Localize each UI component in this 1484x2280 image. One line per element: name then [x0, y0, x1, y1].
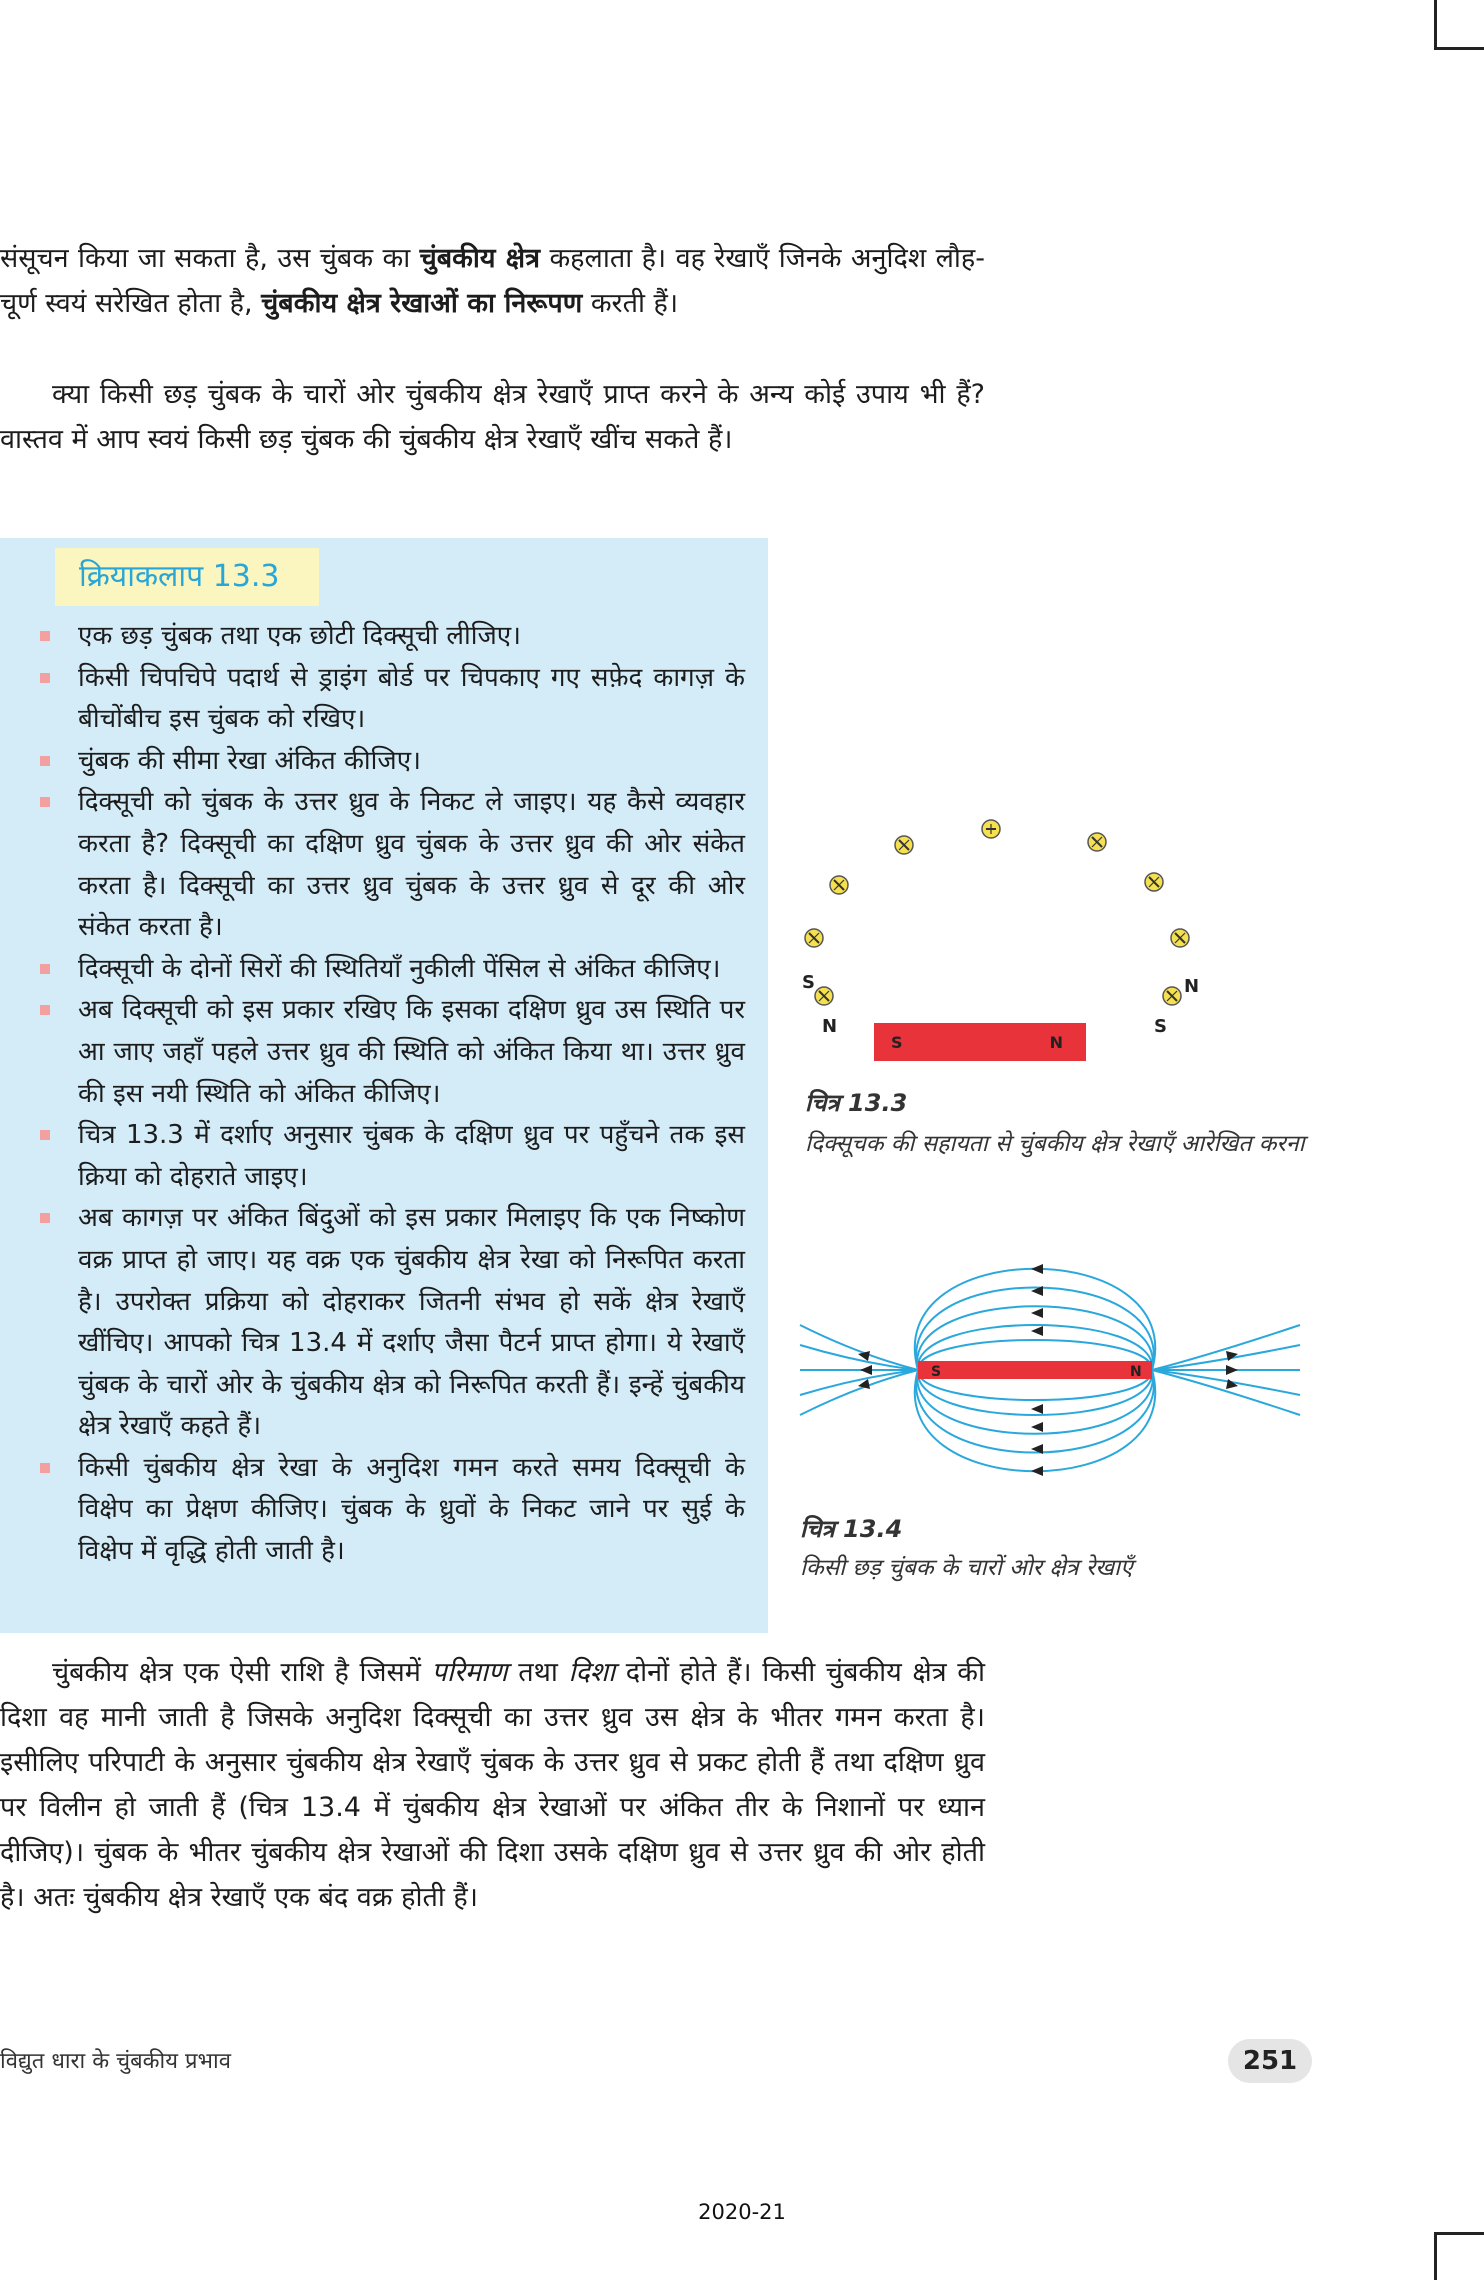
compass-s-label-right: S — [1154, 1016, 1167, 1037]
activity-step-text: एक छड़ चुंबक तथा एक छोटी दिक्सूची लीजिए। — [78, 621, 521, 651]
magnet-south-label: S — [891, 1033, 903, 1052]
compass-s-label-left: S — [802, 972, 815, 993]
activity-step-text: चित्र 13.3 में दर्शाए अनुसार चुंबक के दक्षिण ध्रुव पर पहुँचने तक इस क्रिया को दोहराते जाइए। — [78, 1120, 745, 1192]
activity-step — [0, 1115, 745, 1198]
figure-13-4-label: चित्र 13.4 — [800, 1515, 903, 1543]
magnet-north-label: N — [1130, 1364, 1142, 1380]
field-line — [800, 1325, 918, 1370]
term-field-lines: चुंबकीय क्षेत्र रेखाओं का निरूपण — [261, 288, 583, 319]
arrow-icon — [1031, 1264, 1043, 1274]
bar-magnet — [918, 1361, 1152, 1379]
activity-step-text: दिक्सूची के दोनों सिरों की स्थितियाँ नुकीली पेंसिल से अंकित कीजिए। — [78, 953, 721, 984]
term-magnetic-field: चुंबकीय क्षेत्र — [419, 243, 541, 274]
compass-n-label-left: N — [822, 1016, 838, 1037]
text-segment: चुंबकीय क्षेत्र एक ऐसी राशि है जिसमें — [52, 1657, 432, 1688]
bullet-icon — [40, 1463, 50, 1473]
bullet-icon — [40, 797, 50, 807]
activity-step — [0, 1448, 745, 1573]
arrow-icon — [1226, 1379, 1238, 1389]
figure-13-3-compass-diagram — [790, 800, 1350, 1080]
activity-step — [0, 658, 745, 741]
footer-chapter-title: विद्युत धारा के चुंबकीय प्रभाव — [0, 2049, 231, 2074]
compass-n-label-right: N — [1184, 976, 1200, 997]
text-segment: करती हैं। — [582, 288, 679, 319]
bullet-icon — [40, 631, 50, 641]
compass-icon — [982, 820, 1000, 838]
activity-step — [0, 990, 745, 1115]
compass-icon — [830, 876, 848, 894]
crop-mark-bottom — [1434, 2232, 1484, 2280]
figure-13-4-caption: किसी छड़ चुंबक के चारों ओर क्षेत्र रेखाएँ — [800, 1555, 1133, 1581]
text-segment: कहलाता है। वह रेखाएँ जिनके अनुदिश लौह-चूर्ण स्वयं सरेखित होता है, — [0, 243, 985, 319]
term-magnitude: परिमाण — [431, 1657, 508, 1688]
activity-title: क्रियाकलाप 13.3 — [55, 548, 319, 606]
paragraph-other-methods: क्या किसी छड़ चुंबक के चारों ओर चुंबकीय क्षेत्र रेखाएँ प्राप्त करने के अन्य कोई उपाय भी हैं? वास्तव में आप स्वयं किसी छड़ चुंबक की चुंबकीय क्षेत्र रेखाएँ खींच सकते हैं। — [0, 379, 985, 455]
compass-icon — [805, 929, 823, 947]
activity-steps-list — [0, 616, 745, 1573]
arrow-icon — [1226, 1365, 1238, 1375]
activity-step-text: अब कागज़ पर अंकित बिंदुओं को इस प्रकार मिलाइए कि एक निष्कोण वक्र प्राप्त हो जाए। यह वक्र एक चुंबकीय क्षेत्र रेखा को निरूपित करता है। उपरोक्त प्रक्रिया को दोहराकर जितनी संभव हो सकें क्षेत्र रेखाएँ खींचिए। आपको चित्र 13.4 में दर्शाए जैसा पैटर्न प्राप्त होगा। ये रेखाएँ चुंबक के चारों ओर के चुंबकीय क्षेत्र को निरूपित करती हैं। इन्हें चुंबकीय क्षेत्र रेखाएँ कहते हैं। — [78, 1203, 745, 1442]
activity-step — [0, 782, 745, 948]
edition-year: 2020-21 — [698, 2200, 786, 2224]
arrow-icon — [1031, 1422, 1043, 1432]
arrow-icon — [1226, 1351, 1238, 1361]
arrow-icon — [1031, 1326, 1043, 1336]
figure-13-3-label: चित्र 13.3 — [805, 1089, 908, 1117]
activity-step-text: चुंबक की सीमा रेखा अंकित कीजिए। — [78, 745, 421, 776]
page-number: 251 — [1228, 2039, 1312, 2083]
bullet-icon — [40, 673, 50, 683]
arrow-icon — [1031, 1308, 1043, 1318]
activity-step — [0, 616, 745, 658]
compass-icon — [815, 987, 833, 1005]
field-line — [917, 1306, 1153, 1370]
compass-marks — [805, 820, 1189, 1005]
field-line — [800, 1370, 918, 1415]
activity-step-text: अब दिक्सूची को इस प्रकार रखिए कि इसका दक्षिण ध्रुव उस स्थिति पर आ जाए जहाँ पहले उत्तर ध्रुव की स्थिति को अंकित किया था। उत्तर ध्रुव की इस नयी स्थिति को अंकित कीजिए। — [78, 995, 745, 1109]
field-line — [800, 1370, 918, 1395]
bullet-icon — [40, 756, 50, 766]
activity-step-text: किसी चुंबकीय क्षेत्र रेखा के अनुदिश गमन करते समय दिक्सूची के विक्षेप का प्रेक्षण कीजिए। चुंबक के ध्रुवों के निकट जाने पर सुई के विक्षेप में वृद्धि होती जाती है। — [78, 1452, 745, 1567]
arrow-icon — [860, 1365, 872, 1375]
compass-icon — [1163, 987, 1181, 1005]
paragraph-field-direction — [0, 1650, 985, 1920]
bullet-icon — [40, 1005, 50, 1015]
figure-13-3-caption: दिक्सूचक की सहायता से चुंबकीय क्षेत्र रेखाएँ आरेखित करना — [805, 1131, 1305, 1157]
compass-icon — [1145, 873, 1163, 891]
magnet-north-label: N — [1049, 1033, 1063, 1052]
compass-icon — [1171, 929, 1189, 947]
arrow-icon — [1031, 1466, 1043, 1476]
field-line — [915, 1370, 1155, 1471]
field-line — [917, 1370, 1153, 1434]
activity-step — [0, 741, 745, 783]
crop-mark-top — [1434, 0, 1484, 50]
field-line — [916, 1288, 1154, 1371]
bullet-icon — [40, 1130, 50, 1140]
bullet-icon — [40, 964, 50, 974]
activity-step — [0, 949, 745, 991]
magnet-south-label: S — [931, 1364, 942, 1380]
text-segment: तथा — [507, 1657, 569, 1688]
text-segment: दोनों होते हैं। किसी चुंबकीय क्षेत्र की दिशा वह मानी जाती है जिसके अनुदिश दिक्सूची का उत्तर ध्रुव उस क्षेत्र के भीतर गमन करता है। इसीलिए परिपाटी के अनुसार चुंबकीय क्षेत्र रेखाएँ चुंबक के उत्तर ध्रुव से प्रकट होती हैं तथा दक्षिण ध्रुव पर विलीन हो जाती हैं (चित्र 13.4 में चुंबकीय क्षेत्र रेखाओं पर अंकित तीर के निशानों पर ध्यान दीजिए)। चुंबक के भीतर चुंबकीय क्षेत्र रेखाओं की दिशा उसके दक्षिण ध्रुव से उत्तर ध्रुव की ओर होती है। अतः चुंबकीय क्षेत्र रेखाएँ एक बंद वक्र होती हैं। — [0, 1657, 985, 1913]
field-line — [915, 1269, 1155, 1370]
figure-13-4-field-lines — [790, 1215, 1310, 1515]
field-line — [800, 1345, 918, 1370]
field-line — [1152, 1325, 1300, 1370]
activity-step-text: दिक्सूची को चुंबक के उत्तर ध्रुव के निकट ले जाइए। यह कैसे व्यवहार करता है? दिक्सूची का दक्षिण ध्रुव चुंबक के उत्तर ध्रुव की ओर संकेत करता है। दिक्सूची का उत्तर ध्रुव चुंबक के उत्तर ध्रुव से दूर की ओर संकेत करता है। — [78, 787, 745, 943]
field-line — [1152, 1370, 1300, 1415]
activity-step-text: किसी चिपचिपे पदार्थ से ड्राइंग बोर्ड पर चिपकाए गए सफ़ेद कागज़ के बीचोंबीच इस चुंबक को रखिए। — [78, 662, 745, 735]
arrow-icon — [1031, 1404, 1043, 1414]
bullet-icon — [40, 1213, 50, 1223]
term-direction: दिशा — [568, 1657, 616, 1688]
activity-step — [0, 1198, 745, 1448]
compass-icon — [1088, 833, 1106, 851]
compass-icon — [895, 836, 913, 854]
field-line — [916, 1370, 1154, 1453]
text-segment: संसूचन किया जा सकता है, उस चुंबक का — [0, 243, 420, 274]
paragraph-magnetic-field-intro — [0, 236, 985, 326]
